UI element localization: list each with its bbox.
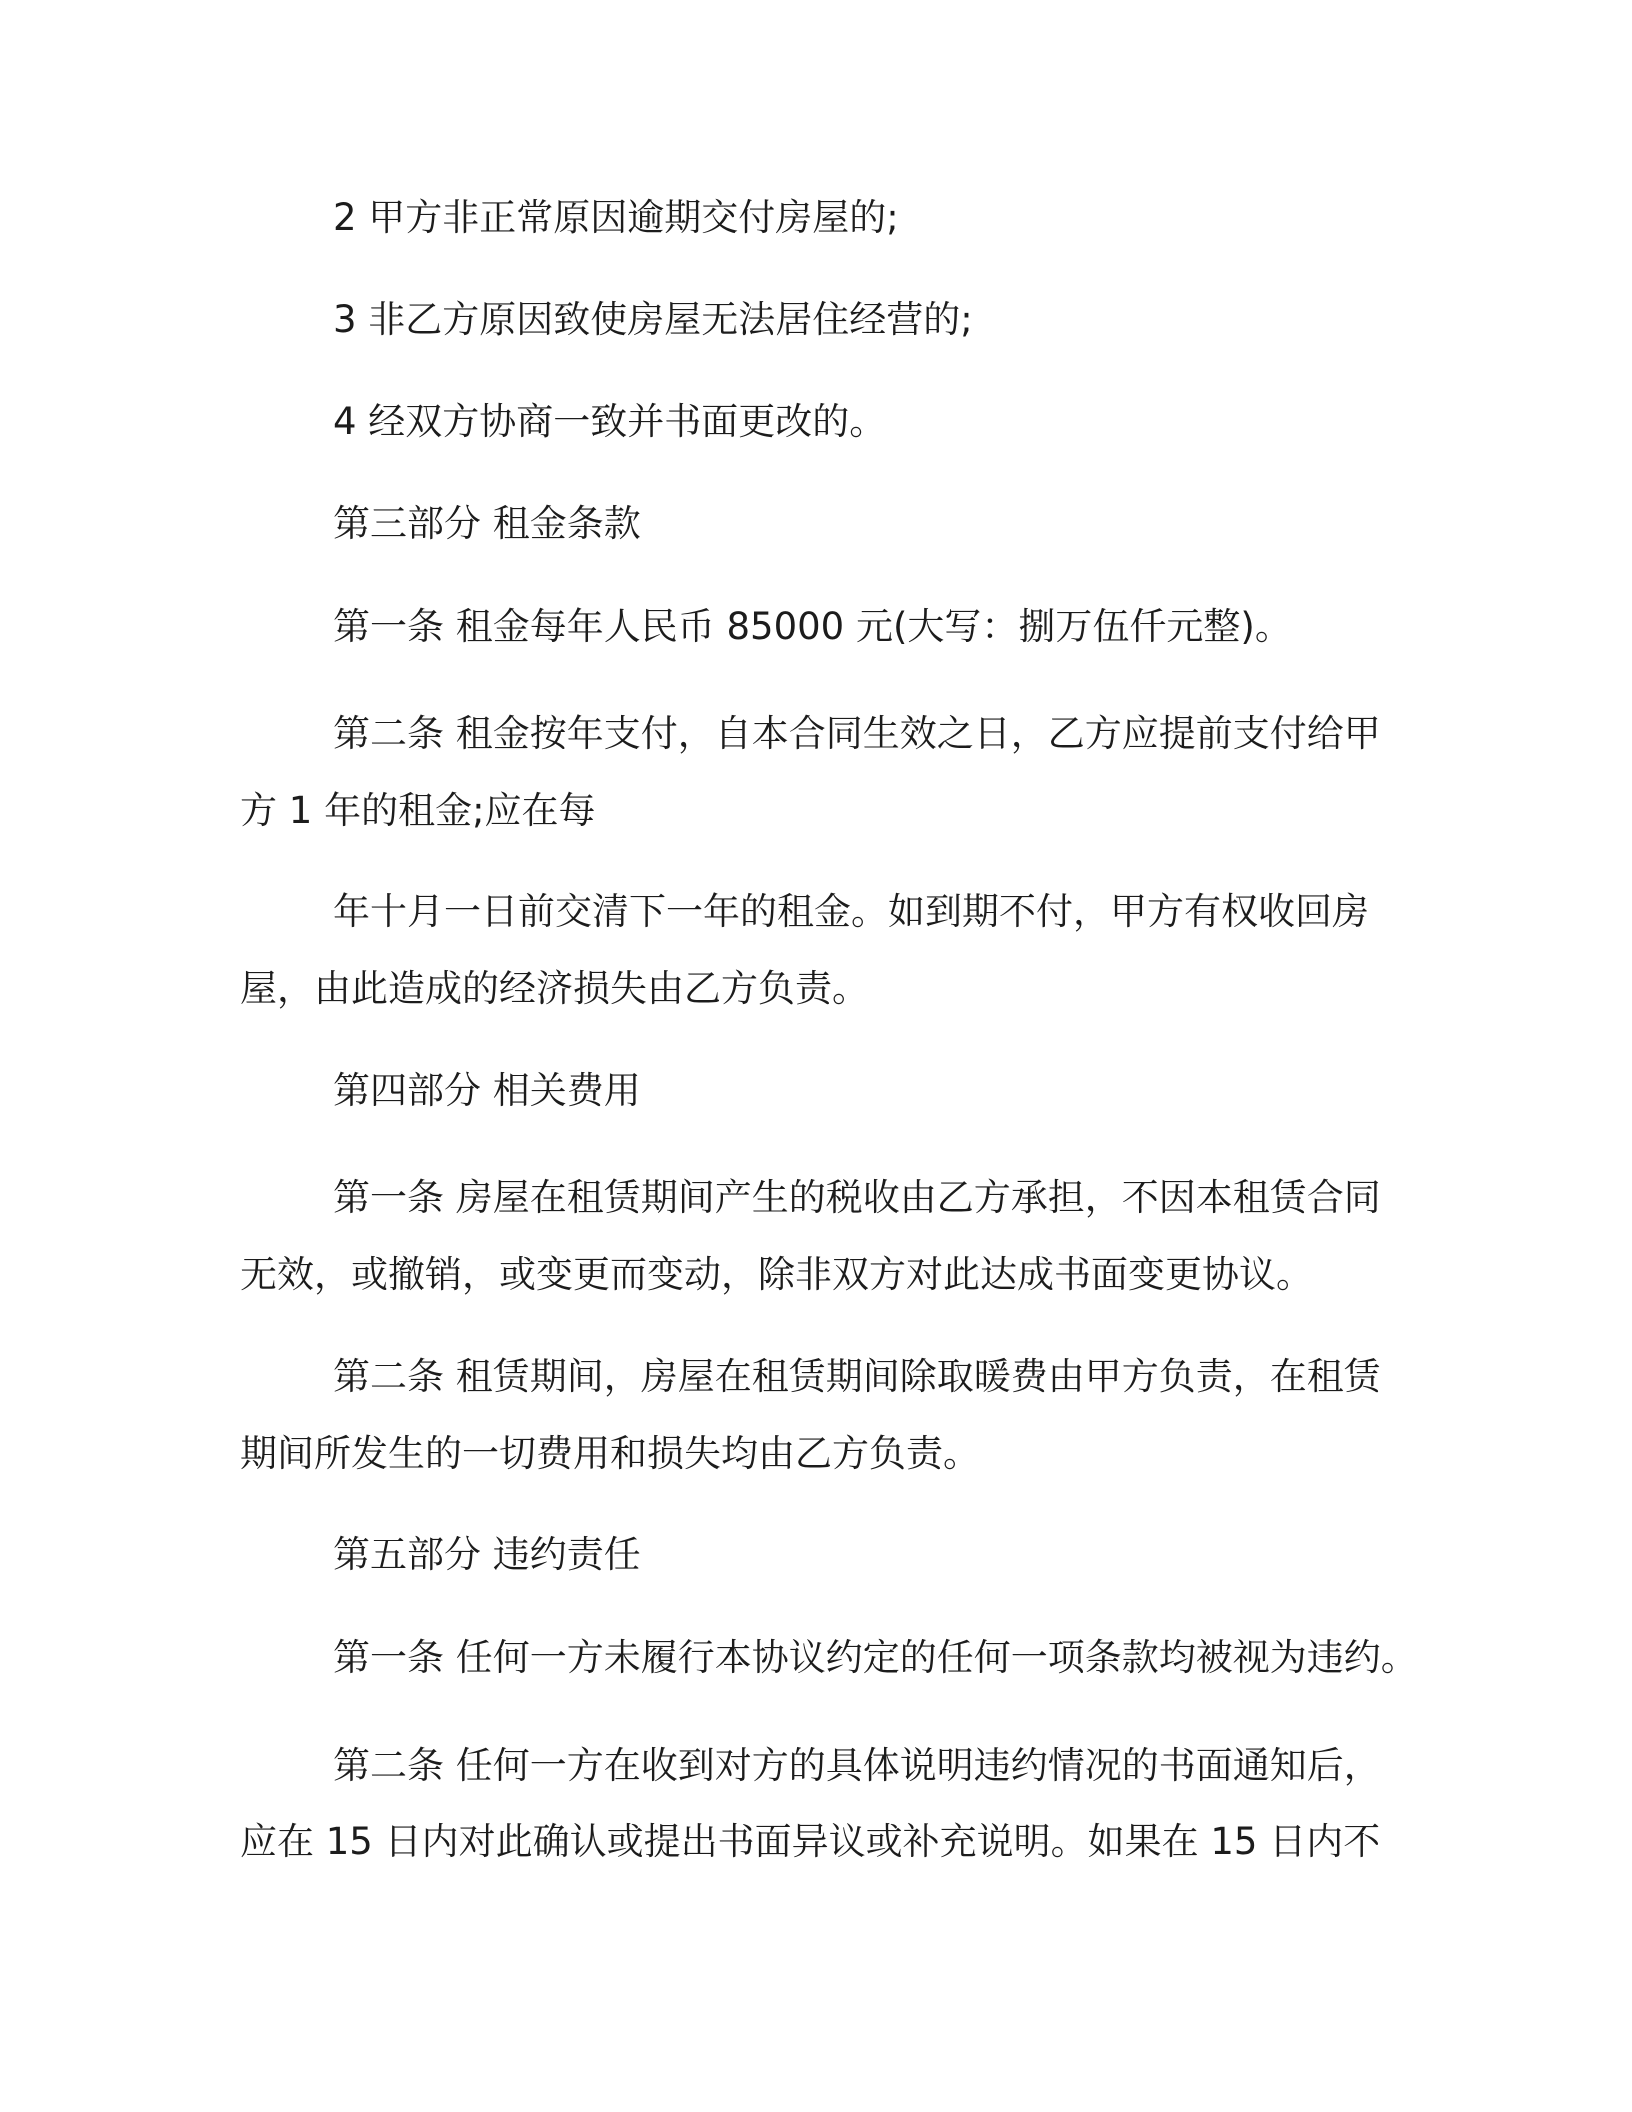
liability-article-2-line-2: 应在 15 日内对此确认或提出书面异议或补充说明。如果在 15 日内不 [240, 1820, 1381, 1863]
clause-item-3: 3 非乙方原因致使房屋无法居住经营的; [333, 298, 973, 341]
rent-article-2-line-2: 方 1 年的租金;应在每 [240, 789, 596, 832]
fees-article-2-line-2: 期间所发生的一切费用和损失均由乙方负责。 [240, 1432, 980, 1475]
clause-item-4: 4 经双方协商一致并书面更改的。 [333, 400, 887, 443]
rent-paragraph-line-1: 年十月一日前交清下一年的租金。如到期不付，甲方有权收回房 [333, 890, 1369, 933]
rent-article-2-line-1: 第二条 租金按年支付，自本合同生效之日，乙方应提前支付给甲 [333, 712, 1381, 755]
section-heading-fees: 第四部分 相关费用 [333, 1069, 641, 1112]
liability-article-1: 第一条 任何一方未履行本协议约定的任何一项条款均被视为违约。 [333, 1636, 1418, 1679]
fees-article-1-line-2: 无效，或撤销，或变更而变动，除非双方对此达成书面变更协议。 [240, 1253, 1313, 1296]
fees-article-1-line-1: 第一条 房屋在租赁期间产生的税收由乙方承担，不因本租赁合同 [333, 1176, 1381, 1219]
rent-paragraph-line-2: 屋，由此造成的经济损失由乙方负责。 [240, 967, 869, 1010]
clause-item-2: 2 甲方非正常原因逾期交付房屋的; [333, 196, 899, 239]
liability-article-2-line-1: 第二条 任何一方在收到对方的具体说明违约情况的书面通知后， [333, 1744, 1381, 1787]
section-heading-liability: 第五部分 违约责任 [333, 1533, 641, 1576]
section-heading-rent: 第三部分 租金条款 [333, 502, 641, 545]
rent-article-1: 第一条 租金每年人民币 85000 元(大写：捌万伍仟元整)。 [333, 605, 1292, 648]
fees-article-2-line-1: 第二条 租赁期间，房屋在租赁期间除取暖费由甲方负责，在租赁 [333, 1355, 1381, 1398]
